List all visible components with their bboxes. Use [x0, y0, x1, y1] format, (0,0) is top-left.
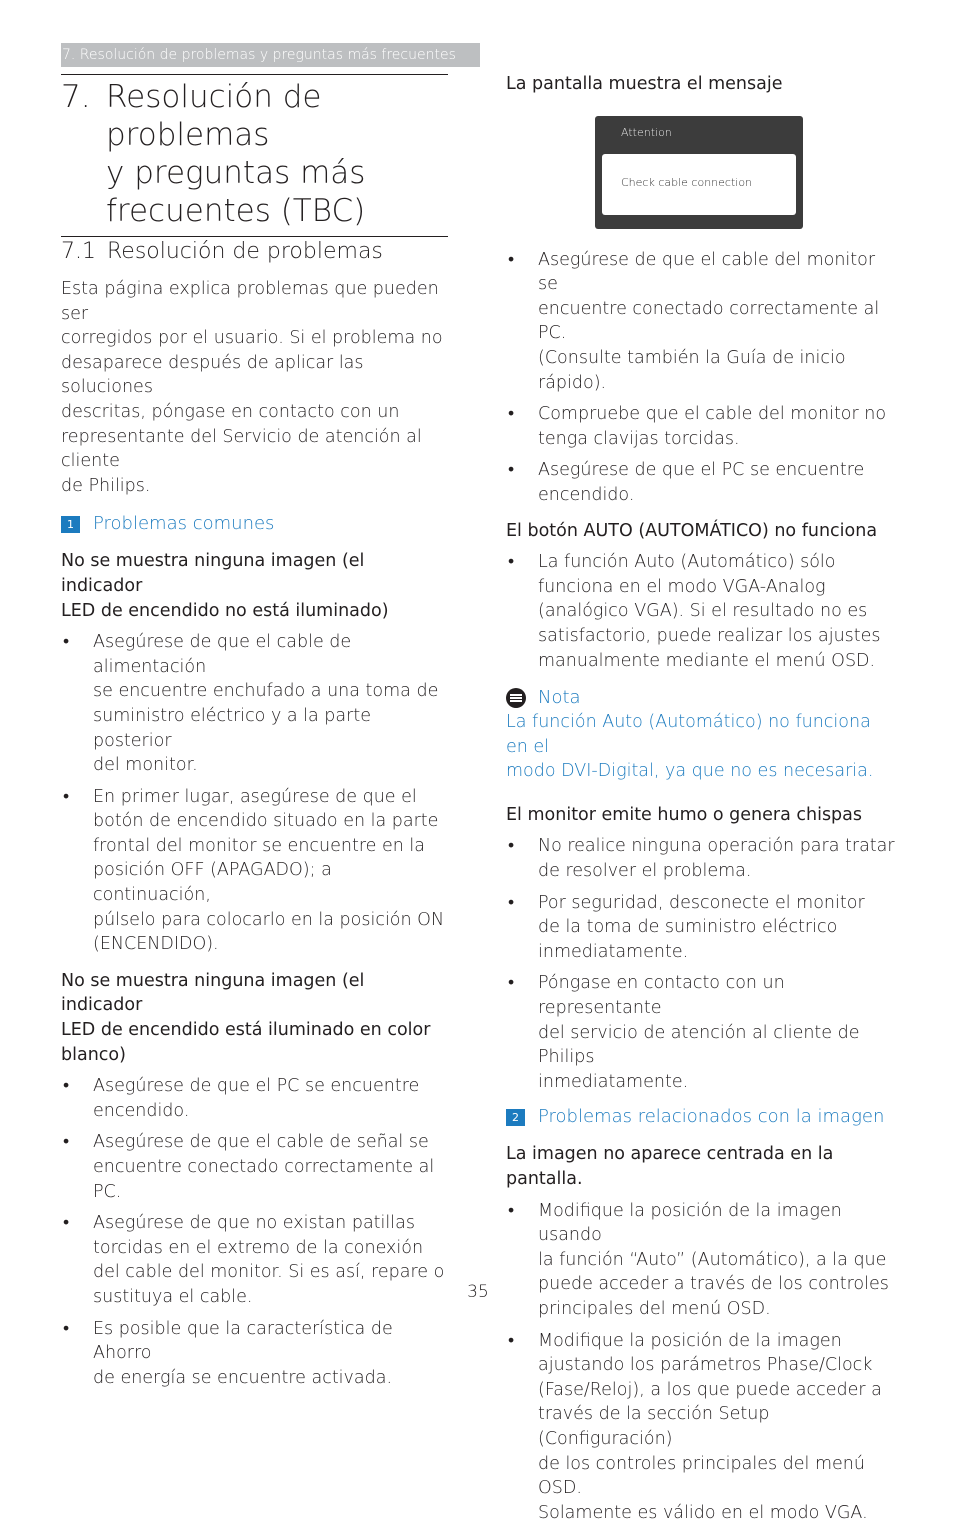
bullet-dot: • — [508, 836, 515, 857]
section-badge: 1 — [61, 516, 80, 533]
topic-heading-line: No se muestra ninguna imagen (el indicador — [61, 551, 365, 596]
section-title — [61, 238, 383, 266]
bullet-dot: • — [63, 632, 70, 653]
bullet-dot: • — [508, 552, 515, 573]
bullet-dot: • — [508, 404, 515, 425]
auto-bullets — [506, 550, 898, 673]
center-bullets — [506, 1199, 898, 1525]
chapter-number: 7. — [61, 79, 91, 115]
bullet-item: • Modifique la posición de la imagen ajustando los parámetros Phase/Clock (Fase/Reloj), a los que puede acceder a través de la sección Setup (Configuración) de los controles principales del menú OSD. Solamente es válido en el modo VGA. — [508, 1330, 882, 1523]
osd-title: Attention — [621, 125, 672, 139]
topic-no-image-led-white — [61, 969, 451, 1391]
smoke-heading: El monitor emite humo o genera chispas — [506, 804, 863, 825]
smoke-bullets — [506, 834, 898, 1094]
note-text: La función Auto (Automático) no funciona en el modo DVI-Digital, ya que no es necesaria. — [506, 712, 874, 782]
page-number: 35 — [467, 1282, 489, 1302]
topic-heading-line: blanco) — [61, 1044, 126, 1065]
common-problems-title: Problemas comunes — [93, 513, 275, 535]
note-label: Nota — [538, 687, 581, 709]
common-problems-heading — [61, 512, 451, 536]
bullet-dot: • — [508, 249, 515, 270]
auto-heading: El botón AUTO (AUTOMÁTICO) no funciona — [506, 520, 878, 541]
bullet-dot: • — [508, 973, 515, 994]
bullet-item: • Asegúrese de que el cable del monitor se encuentre conectado correctamente al PC. (Consulte también la Guía de inicio rápido). — [508, 249, 880, 393]
note-heading — [506, 686, 898, 710]
bullet-item: • Póngase en contacto con un representante del servicio de atención al cliente de Philips inmediatamente. — [508, 973, 860, 1092]
intro-line: Esta página explica problemas que pueden ser — [61, 279, 439, 324]
bullet-item: • Asegúrese de que no existan patillas torcidas en el extremo de la conexión del cable del monitor. Si es así, repare o sustituya el cable. — [63, 1213, 445, 1307]
chapter-title-line: Resolución de problemas — [106, 79, 322, 153]
topic-no-image-led-off — [61, 549, 451, 957]
bullet-dot: • — [508, 460, 515, 481]
running-header: 7. Resolución de problemas y preguntas más frecuentes — [61, 43, 480, 67]
bullet-dot: • — [63, 1132, 70, 1153]
bullet-item: • Asegúrese de que el cable de señal se encuentre conectado correctamente al PC. — [63, 1132, 435, 1202]
bullet-dot: • — [63, 1318, 70, 1339]
topic-heading-line: LED de encendido está iluminado en color — [61, 1020, 431, 1041]
bullet-dot: • — [63, 786, 70, 807]
bullet-item: • Asegúrese de que el cable de alimentación se encuentre enchufado a una toma de suministro eléctrico y a la parte posterior del monitor. — [63, 632, 439, 776]
intro-line: desaparece después de aplicar las soluciones — [61, 352, 364, 398]
bullet-dot: • — [508, 892, 515, 913]
bullet-dot: • — [508, 1330, 515, 1351]
image-problems-title: Problemas relacionados con la imagen — [538, 1106, 885, 1128]
chapter-title-line: frecuentes (TBC) — [106, 193, 366, 229]
center-heading: La imagen no aparece centrada en la pantalla. — [506, 1144, 834, 1189]
topic-heading-line: No se muestra ninguna imagen (el indicador — [61, 970, 365, 1016]
osd-message: Check cable connection — [621, 175, 753, 189]
image-problems-heading — [506, 1105, 898, 1129]
bullet-item: • Asegúrese de que el PC se encuentre encendido. — [63, 1076, 420, 1121]
bullet-item: • La función Auto (Automático) sólo funciona en el modo VGA-Analog (analógico VGA). Si el resultado no es satisfactorio, puede realizar los ajustes manualmente mediante el menú OSD. — [508, 552, 881, 671]
topic-heading-line: LED de encendido no está iluminado) — [61, 600, 389, 621]
osd-dialog — [595, 116, 803, 229]
bullet-dot: • — [508, 1200, 515, 1221]
note-icon — [506, 688, 526, 708]
intro-line: corregidos por el usuario. Si el problema no — [61, 328, 443, 349]
message-bullets — [506, 248, 898, 508]
chapter-title-line: y preguntas más — [106, 155, 366, 191]
section-number: 7.1 — [61, 239, 96, 264]
bullet-item: • Es posible que la característica de Ahorro de energía se encuentre activada. — [63, 1318, 393, 1388]
intro-paragraph — [61, 277, 451, 498]
bullet-item: • Por seguridad, desconecte el monitor de la toma de suministro eléctrico inmediatamente. — [508, 892, 865, 962]
bullet-item: • Compruebe que el cable del monitor no tenga clavijas torcidas. — [508, 404, 887, 449]
bullet-item: • En primer lugar, asegúrese de que el botón de encendido situado en la parte frontal del monitor se encuentre en la posición OFF (APAGADO); a continuación, púlselo para colocarlo en la posición ON (ENCENDIDO). — [63, 786, 445, 955]
message-heading: La pantalla muestra el mensaje — [506, 74, 783, 94]
section-title-text: Resolución de problemas — [107, 239, 383, 264]
title-rule-top — [61, 74, 448, 75]
right-column — [506, 72, 898, 1525]
left-column — [61, 277, 451, 1390]
intro-line: representante del Servicio de atención al cliente — [61, 426, 422, 472]
bullet-item: • Asegúrese de que el PC se encuentre encendido. — [508, 460, 865, 505]
intro-line: de Philips. — [61, 475, 151, 496]
bullet-dot: • — [63, 1076, 70, 1097]
section-rule — [61, 236, 448, 237]
bullet-dot: • — [63, 1213, 70, 1234]
bullet-item: • Modifique la posición de la imagen usando la función “Auto” (Automático), a la que puede acceder a través de los controles principales del menú OSD. — [508, 1200, 889, 1319]
bullet-item: • No realice ninguna operación para tratar de resolver el problema. — [508, 836, 895, 882]
intro-line: descritas, póngase en contacto con un — [61, 401, 400, 422]
osd-body — [602, 154, 796, 215]
section-badge: 2 — [506, 1109, 525, 1126]
